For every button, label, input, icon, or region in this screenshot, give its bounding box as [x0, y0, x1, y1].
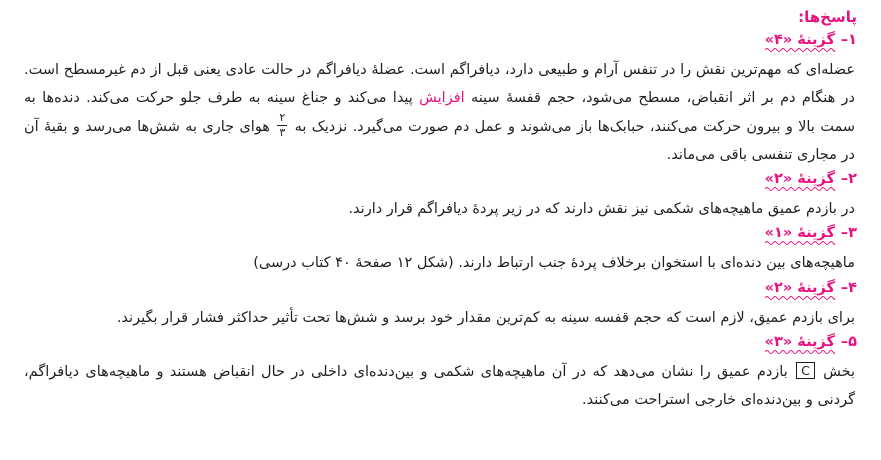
answer-header [22, 32, 857, 55]
answer-header [22, 280, 857, 303]
option-text: گزینۀ «۳» [764, 333, 835, 350]
answer-paragraph [24, 195, 855, 223]
boxed-label: C [796, 362, 815, 379]
answer-block [22, 171, 859, 223]
selected-option-label [765, 225, 835, 248]
paragraph-text: برای بازدم عمیق، لازم است که حجم قفسه سینه به کم‌ترین مقدار خود برسد و شش‌ها تحت تأثیر حداکثر فشار قرار بگیرند. [116, 309, 855, 326]
answer-block [22, 280, 859, 332]
answer-paragraph [24, 358, 855, 415]
selected-option-label [765, 32, 835, 55]
fraction-denominator: ۳ [279, 126, 286, 140]
option-text: گزینۀ «۲» [764, 279, 835, 296]
paragraph-text: ماهیچه‌های بین دنده‌ای با استخوان برخلاف پردۀ جنب ارتباط دارند. (شکل ۱۲ صفحۀ ۴۰ کتاب درسی) [253, 255, 855, 272]
fraction-numerator: ۲ [279, 111, 286, 125]
selected-option-label [765, 334, 835, 357]
option-text: گزینۀ «۱» [764, 225, 835, 242]
question-number: ۳– [840, 225, 857, 242]
paragraph-text: هوای جاری به شش‌ها می‌رسد و بقیۀ آن در مجاری تنفسی باقی می‌ماند. [24, 118, 855, 163]
highlighted-term: افزایش [419, 90, 465, 107]
page-title: پاسخ‌ها: [798, 8, 857, 26]
selected-option-label [765, 171, 835, 194]
answer-paragraph [24, 249, 855, 277]
answer-header [22, 225, 857, 248]
question-number: ۵– [840, 333, 857, 350]
paragraph-text: عضله‌ای که مهم‌ترین نقش را در تنفس آرام و طبیعی دارد، دیافراگم است. عضلۀ دیافراگم در حالت عادی یعنی قبل از دم غیرمسطح است. در هنگام دم بر اثر انقباض، مسطح می‌شود، حجم قفسۀ سینه [24, 62, 856, 107]
option-text: گزینۀ «۴» [764, 32, 835, 48]
selected-option-label [765, 280, 835, 303]
answer-block [22, 334, 859, 415]
answer-block [22, 32, 859, 169]
answer-paragraph [24, 56, 855, 169]
paragraph-text: بازدم عمیق را نشان می‌دهد که در آن ماهیچه‌های شکمی و بین‌دنده‌ای داخلی در حال انقباض هستند و ماهیچه‌های دیافراگم، گردنی و بین‌دنده‌ای خارجی استراحت می‌کنند. [24, 363, 855, 409]
paragraph-text: بخش [816, 363, 855, 380]
option-text: گزینۀ «۲» [764, 171, 835, 188]
answers-list [22, 32, 859, 414]
question-number: ۱– [840, 32, 857, 48]
answer-header [22, 334, 857, 357]
question-number: ۲– [840, 171, 857, 188]
answer-paragraph [24, 304, 855, 332]
fraction [277, 112, 287, 138]
paragraph-text: در بازدم عمیق ماهیچه‌های شکمی نیز نقش دارند که در زیر پردۀ دیافراگم قرار دارند. [348, 201, 855, 218]
answer-block [22, 225, 859, 277]
paragraph-text: پیدا می‌کند و جناغ سینه به طرف جلو حرکت می‌کند. دنده‌ها به سمت بالا و بیرون حرکت می‌کنند، حبابک‌ها باز می‌شوند و عمل دم صورت می‌گیرد. نزدیک به [24, 90, 856, 135]
answer-header [22, 171, 857, 194]
question-number: ۴– [840, 279, 857, 296]
